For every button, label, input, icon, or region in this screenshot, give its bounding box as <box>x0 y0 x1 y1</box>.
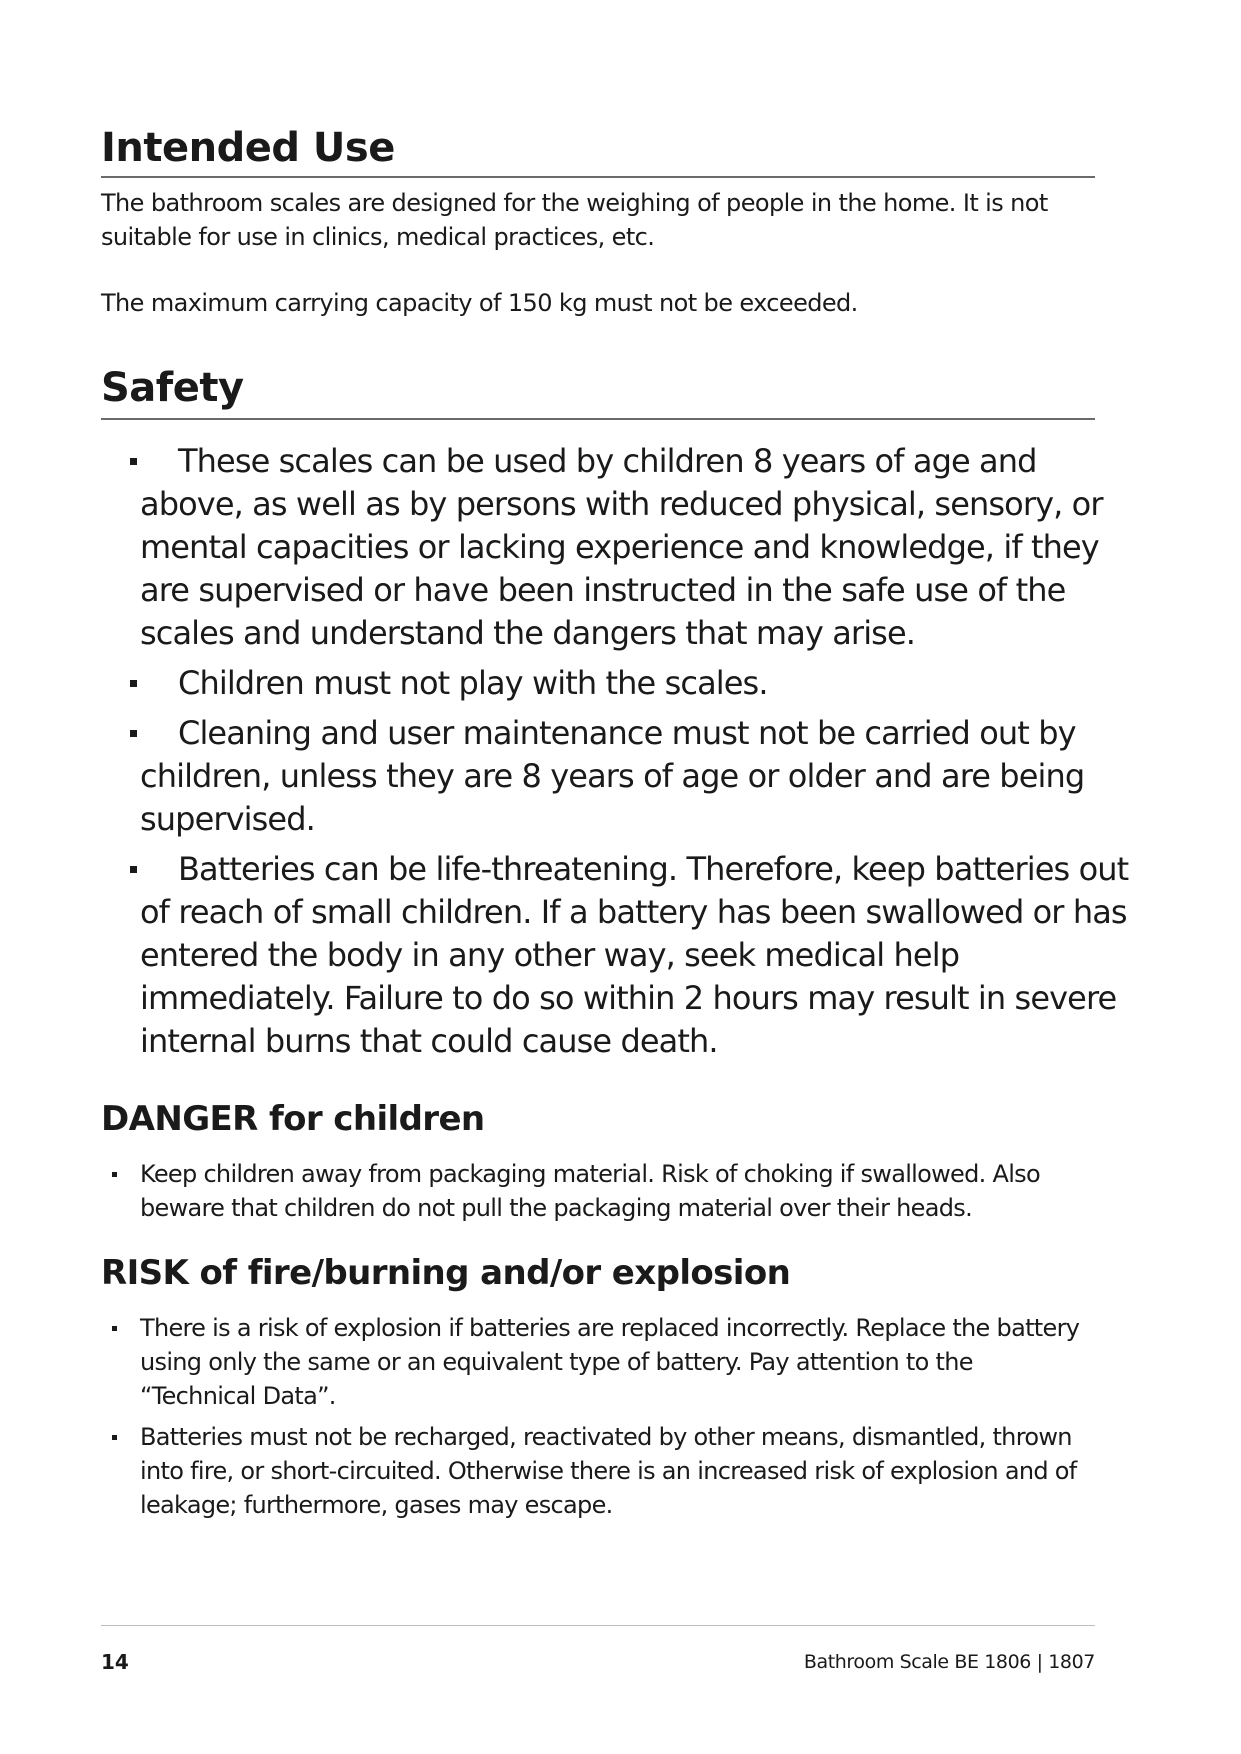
list-item <box>140 712 1130 841</box>
danger-children-heading: DANGER for children <box>101 1099 485 1139</box>
bullet-icon <box>112 1172 117 1177</box>
safety-item-text: Batteries can be life-threatening. Therefore, keep batteries out of reach of small children. If a battery has been swallowed or has entered the body in any other way, seek medical help immediately. Failure to do so within 2 hours may result in severe internal burns that could cause death. <box>140 850 1129 1060</box>
list-item <box>140 662 1130 705</box>
bullet-icon <box>130 866 137 873</box>
footer-title: Bathroom Scale BE 1806 | 1807 <box>803 1651 1095 1673</box>
safety-item-text: Children must not play with the scales. <box>178 664 768 702</box>
intended-use-paragraph-1: The bathroom scales are designed for the weighing of people in the home. It is not suitable for use in clinics, medical practices, etc. <box>101 189 1048 251</box>
danger-item-text: Keep children away from packaging material. Risk of choking if swallowed. Also beware that children do not pull the packaging material over their heads. <box>140 1160 1040 1222</box>
list-item <box>140 848 1130 1063</box>
safety-item-text: Cleaning and user maintenance must not be carried out by children, unless they are 8 years of age or older and are being supervised. <box>140 714 1085 838</box>
danger-children-list <box>140 1157 1090 1225</box>
safety-heading: Safety <box>101 365 244 411</box>
list-item <box>140 1420 1090 1522</box>
bullet-icon <box>130 730 137 737</box>
risk-fire-heading: RISK of fire/burning and/or explosion <box>101 1253 791 1293</box>
bullet-icon <box>112 1326 117 1331</box>
footer-rule <box>101 1625 1095 1626</box>
bullet-icon <box>130 680 137 687</box>
safety-item-text: These scales can be used by children 8 years of age and above, as well as by persons with reduced physical, sensory, or mental capacities or lacking experience and knowledge, if they are supervised or have been instructed in the safe use of the scales and understand the dangers that may arise. <box>140 442 1103 652</box>
intended-use-heading: Intended Use <box>101 125 395 171</box>
safety-rule <box>101 418 1095 420</box>
safety-list <box>140 440 1130 1063</box>
page-number: 14 <box>101 1650 129 1674</box>
list-item <box>140 440 1130 655</box>
risk-item-text: Batteries must not be recharged, reactivated by other means, dismantled, thrown into fire, or short-circuited. Otherwise there is an increased risk of explosion and of leakage; furthermore, gases may escape. <box>140 1423 1077 1519</box>
risk-fire-list <box>140 1311 1090 1522</box>
risk-item-text: There is a risk of explosion if batteries are replaced incorrectly. Replace the battery using only the same or an equivalent type of battery. Pay attention to the “Technical Data”. <box>140 1314 1080 1410</box>
intended-use-paragraph-2: The maximum carrying capacity of 150 kg must not be exceeded. <box>101 289 858 317</box>
bullet-icon <box>112 1435 117 1440</box>
bullet-icon <box>130 458 137 465</box>
list-item <box>140 1157 1090 1225</box>
intended-use-rule <box>101 176 1095 178</box>
list-item <box>140 1311 1090 1413</box>
